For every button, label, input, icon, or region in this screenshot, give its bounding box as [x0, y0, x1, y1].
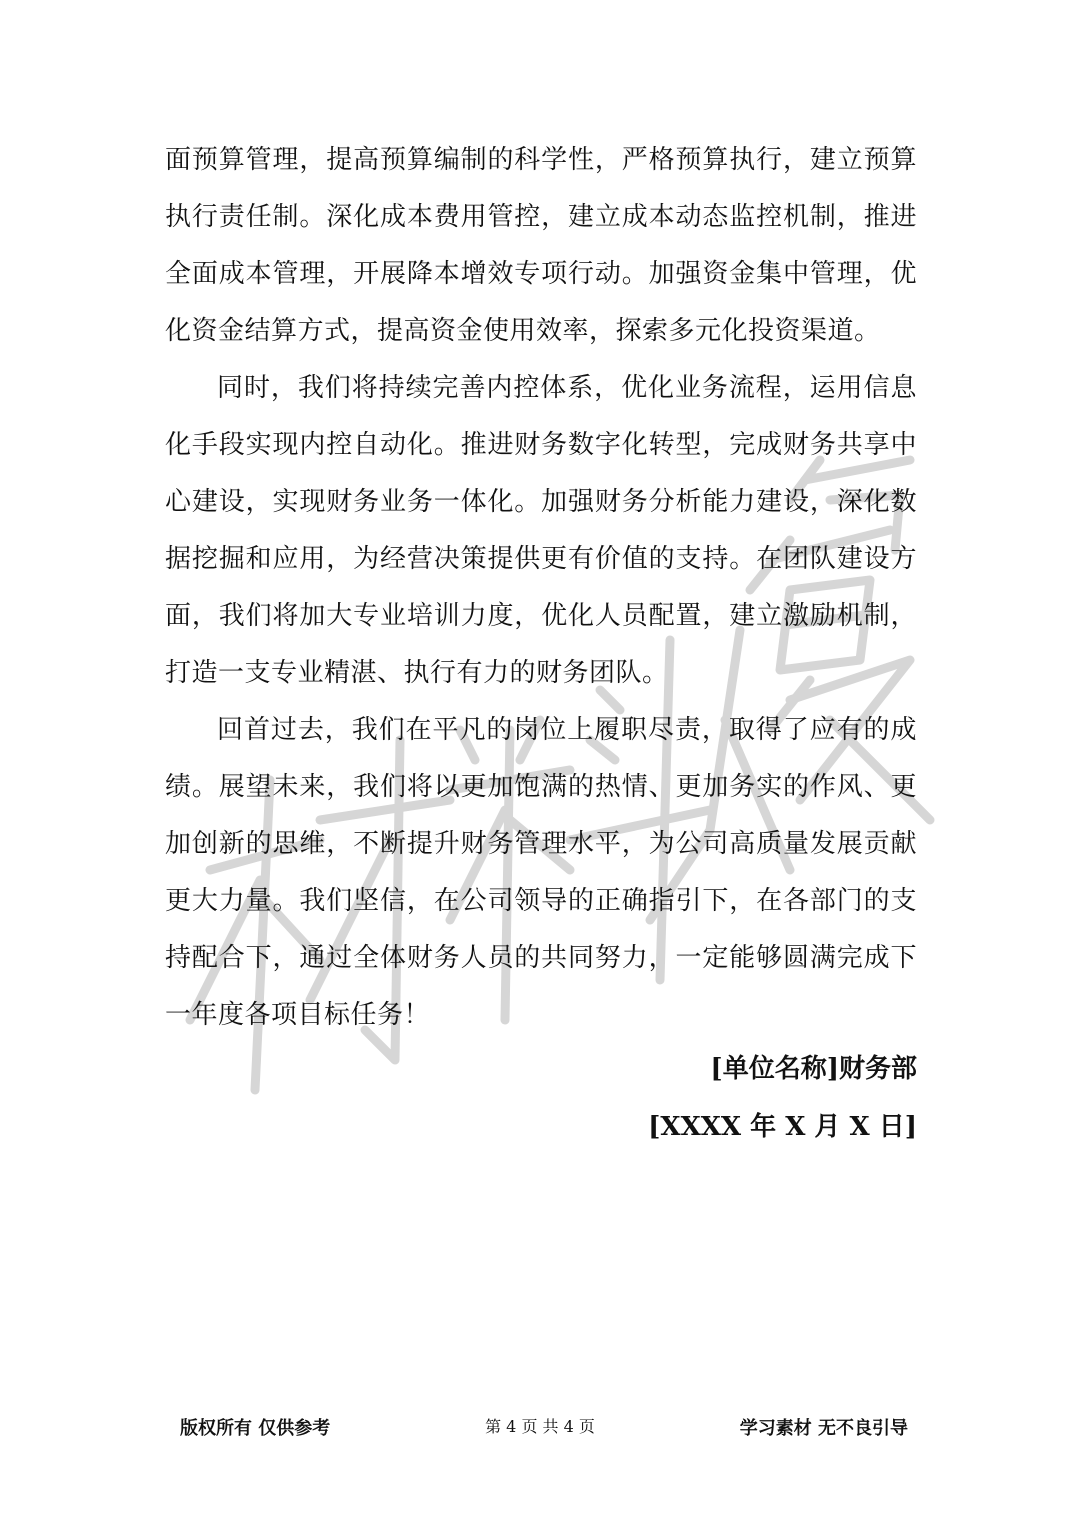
signature-unit: [单位名称]财务部: [710, 1054, 917, 1084]
paragraph-2: 同时，我们将持续完善内控体系，优化业务流程，运用信息化手段实现内控自动化。推进财务数字化转型，完成财务共享中心建设，实现财务业务一体化。加强财务分析能力建设，深化数据挖掘和应用，为经营决策提供更有价值的支持。在团队建设方面，我们将加大专业培训力度，优化人员配置，建立激励机制，打造一支专业精湛、执行有力的财务团队。: [165, 373, 917, 688]
footer-page-number: 第 4 页 共 4 页: [485, 1417, 595, 1436]
signature-date: [XXXX 年 X 月 X 日]: [648, 1112, 917, 1142]
footer-note: 学习素材 无不良引导: [739, 1418, 908, 1439]
paragraph-1: 面预算管理，提高预算编制的科学性，严格预算执行，建立预算执行责任制。深化成本费用管控，建立成本动态监控机制，推进全面成本管理，开展降本增效专项行动。加强资金集中管理，优化资金结算方式，提高资金使用效率，探索多元化投资渠道。: [165, 145, 917, 346]
footer-copyright: 版权所有 仅供参考: [180, 1418, 331, 1439]
page-footer: [0, 1414, 1080, 1444]
paragraph-3: 回首过去，我们在平凡的岗位上履职尽责，取得了应有的成绩。展望未来，我们将以更加饱满的热情、更加务实的作风、更加创新的思维，不断提升财务管理水平，为公司高质量发展贡献更大力量。我们坚信，在公司领导的正确指引下，在各部门的支持配合下，通过全体财务人员的共同努力，一定能够圆满完成下一年度各项目标任务！: [165, 715, 917, 1030]
letter-body: [165, 132, 917, 1044]
